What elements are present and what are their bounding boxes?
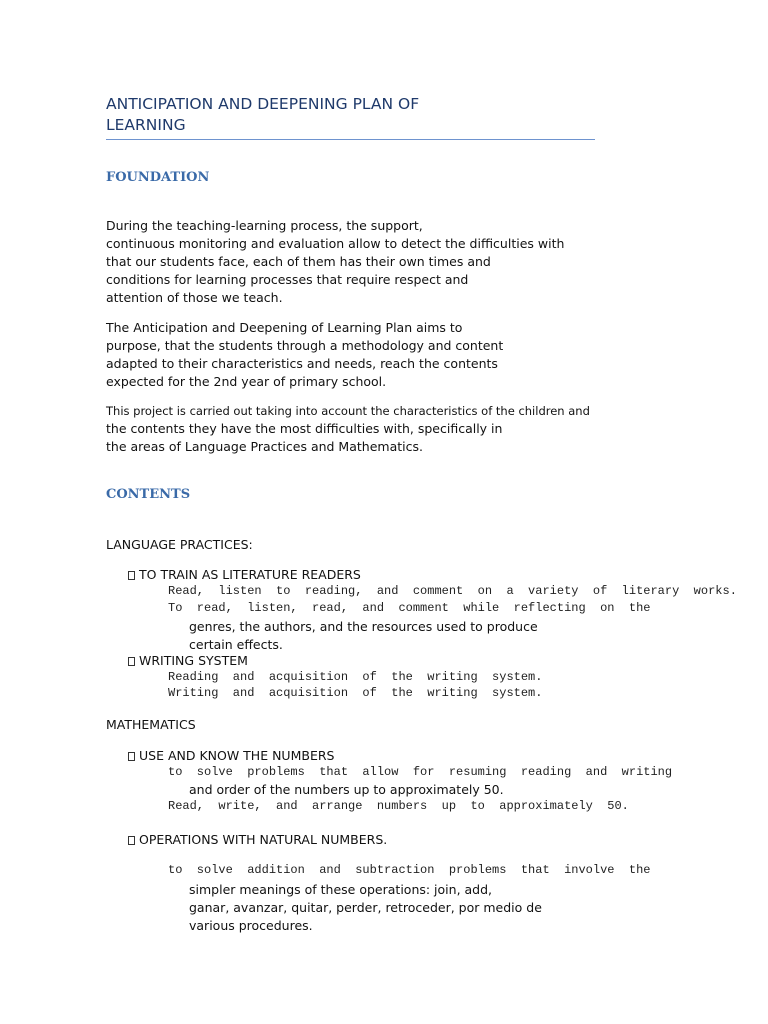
title-underline xyxy=(106,139,595,140)
checkbox-glyph-icon xyxy=(128,752,135,761)
continuation-text xyxy=(189,881,542,935)
bullet-label: WRITING SYSTEM xyxy=(139,653,248,668)
text-line: ganar, avanzar, quitar, perder, retroceder, por medio de xyxy=(189,900,542,915)
title-line-2: LEARNING xyxy=(106,116,186,134)
checkbox-glyph-icon xyxy=(128,836,135,845)
foundation-paragraph-1 xyxy=(106,217,564,307)
bullet-label: TO TRAIN AS LITERATURE READERS xyxy=(139,567,361,582)
mono-line: Read, listen to reading, and comment on a variety of literary works. xyxy=(168,584,737,598)
continuation-text: and order of the numbers up to approximately 50. xyxy=(189,782,504,797)
text-line: expected for the 2nd year of primary school. xyxy=(106,374,387,389)
mono-line: Writing and acquisition of the writing system. xyxy=(168,686,543,700)
checkbox-glyph-icon xyxy=(128,571,135,580)
title-line-1: ANTICIPATION AND DEEPENING PLAN OF xyxy=(106,95,420,113)
mono-line: Read, write, and arrange numbers up to approximately 50. xyxy=(168,799,629,813)
text-line: purpose, that the students through a methodology and content xyxy=(106,338,504,353)
language-practices-label: LANGUAGE PRACTICES: xyxy=(106,537,253,552)
text-line: the contents they have the most difficulties with, specifically in xyxy=(106,421,503,436)
mono-line: to solve problems that allow for resuming reading and writing xyxy=(168,765,673,779)
bullet-use-numbers xyxy=(128,747,334,765)
mathematics-label: MATHEMATICS xyxy=(106,717,196,732)
text-line: This project is carried out taking into account the characteristics of the children and xyxy=(106,404,590,418)
bullet-label: OPERATIONS WITH NATURAL NUMBERS. xyxy=(139,832,388,847)
mono-line: to solve addition and subtraction problems that involve the xyxy=(168,863,651,877)
foundation-paragraph-2 xyxy=(106,319,503,391)
text-line: adapted to their characteristics and needs, reach the contents xyxy=(106,356,498,371)
text-line: continuous monitoring and evaluation allow to detect the difficulties with xyxy=(106,236,565,251)
text-line: simpler meanings of these operations: join, add, xyxy=(189,882,493,897)
text-line: During the teaching-learning process, the support, xyxy=(106,218,423,233)
bullet-operations xyxy=(128,831,387,849)
text-line: The Anticipation and Deepening of Learning Plan aims to xyxy=(106,320,463,335)
bullet-literature-readers xyxy=(128,566,361,584)
text-line: various procedures. xyxy=(189,918,313,933)
bullet-label: USE AND KNOW THE NUMBERS xyxy=(139,748,335,763)
document-title xyxy=(106,94,595,136)
text-line: the areas of Language Practices and Mathematics. xyxy=(106,439,423,454)
mono-line: Reading and acquisition of the writing system. xyxy=(168,670,543,684)
text-line: attention of those we teach. xyxy=(106,290,283,305)
continuation-text xyxy=(189,618,538,654)
text-line: genres, the authors, and the resources used to produce xyxy=(189,619,538,634)
mono-line: To read, listen, read, and comment while reflecting on the xyxy=(168,601,651,615)
checkbox-glyph-icon xyxy=(128,657,135,666)
text-line: conditions for learning processes that require respect and xyxy=(106,272,469,287)
foundation-paragraph-3 xyxy=(106,402,590,456)
text-line: certain effects. xyxy=(189,637,283,652)
bullet-writing-system xyxy=(128,652,248,670)
contents-heading: CONTENTS xyxy=(106,487,191,502)
foundation-heading: FOUNDATION xyxy=(106,170,210,185)
text-line: that our students face, each of them has their own times and xyxy=(106,254,491,269)
